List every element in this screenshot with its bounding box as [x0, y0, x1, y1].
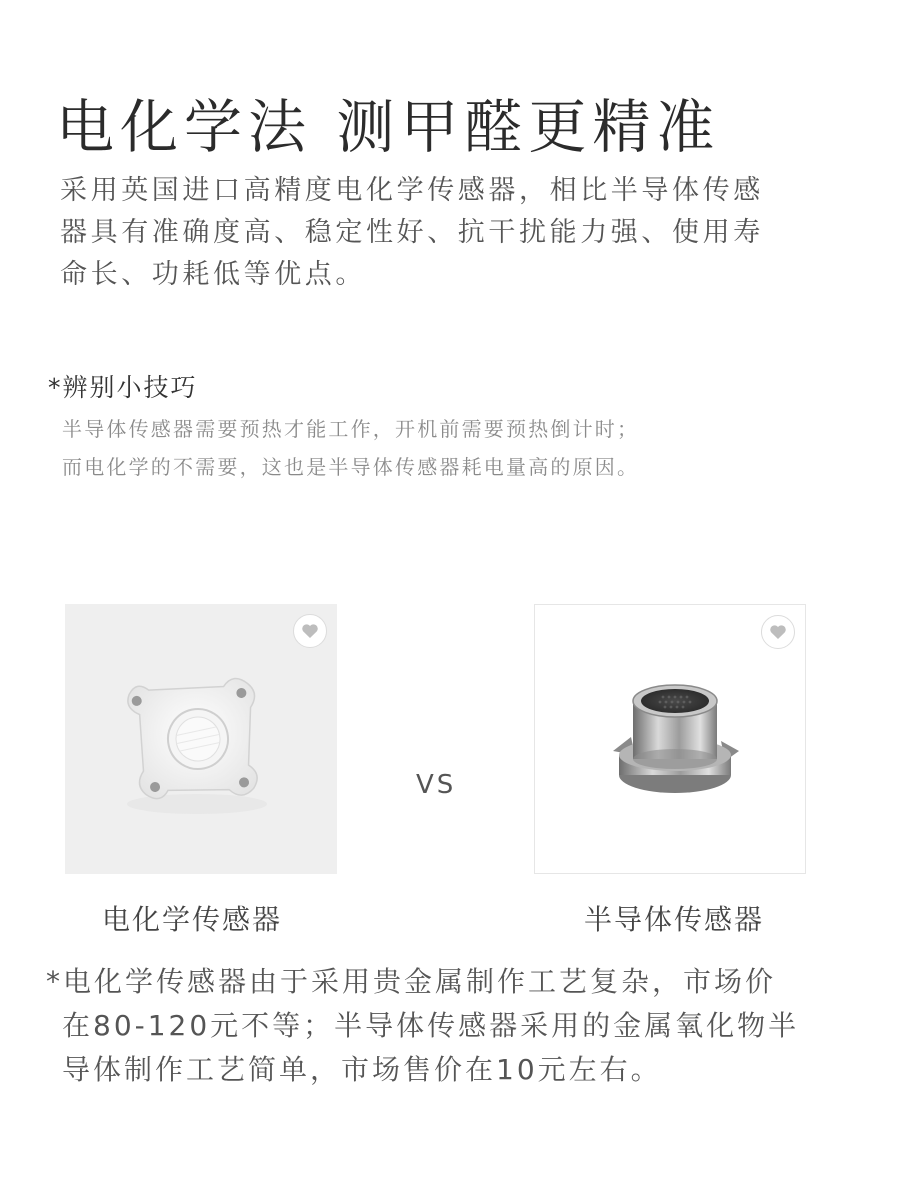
intro-line: 命长、功耗低等优点。 — [60, 259, 366, 290]
electrochemical-sensor-illustration — [65, 604, 337, 874]
semiconductor-sensor-caption: 半导体传感器 — [584, 903, 765, 936]
heart-icon — [301, 623, 319, 639]
vs-label: VS — [416, 770, 457, 800]
footnote-line: 在80-120元不等；半导体传感器采用的金属氧化物半 — [62, 1009, 800, 1042]
intro-line: 器具有准确度高、稳定性好、抗干扰能力强、使用寿 — [60, 217, 764, 248]
tip-line: 半导体传感器需要预热才能工作，开机前需要预热倒计时； — [62, 417, 640, 441]
electrochemical-sensor-image — [65, 604, 337, 874]
tip-heading: *辨别小技巧 — [48, 373, 198, 402]
favorite-button[interactable] — [293, 614, 327, 648]
intro-line: 采用英国进口高精度电化学传感器，相比半导体传感 — [60, 175, 764, 206]
price-footnote — [46, 960, 846, 1092]
semiconductor-sensor-illustration — [535, 605, 805, 873]
footnote-line: *电化学传感器由于采用贵金属制作工艺复杂，市场价 — [46, 965, 777, 998]
intro-paragraph — [60, 170, 850, 296]
footnote-line: 导体制作工艺简单，市场售价在10元左右。 — [62, 1053, 662, 1086]
favorite-button[interactable] — [761, 615, 795, 649]
heart-icon — [769, 624, 787, 640]
electrochemical-sensor-caption: 电化学传感器 — [102, 903, 283, 936]
page-title: 电化学法 测甲醛更精准 — [56, 93, 721, 161]
tip-body — [62, 410, 842, 486]
semiconductor-sensor-image — [534, 604, 806, 874]
tip-line: 而电化学的不需要，这也是半导体传感器耗电量高的原因。 — [62, 455, 640, 479]
